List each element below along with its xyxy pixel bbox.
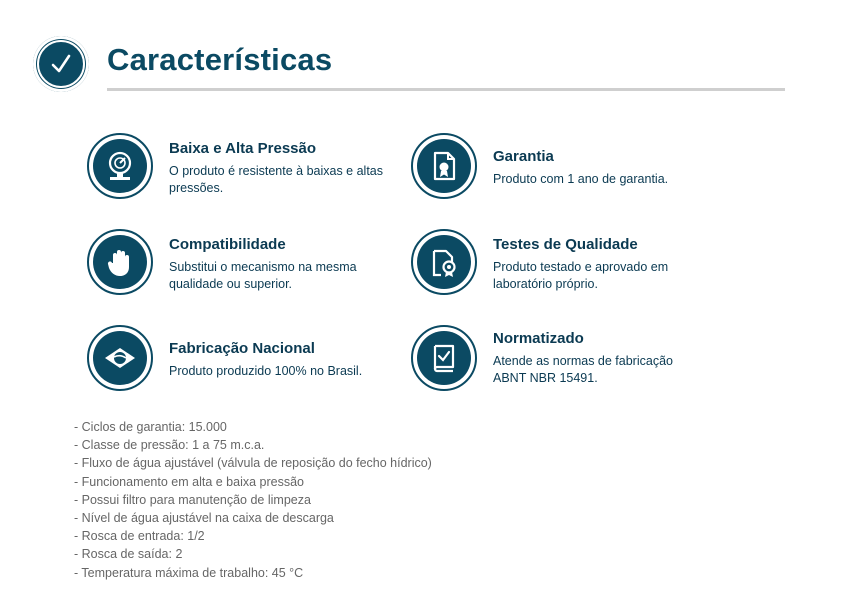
pressure-gauge-icon xyxy=(103,149,137,183)
feature-description: Atende as normas de fabricação ABNT NBR 15491. xyxy=(493,354,673,385)
feature-description: Produto testado e aprovado em laboratório próprio. xyxy=(493,260,669,291)
spec-item: - Ciclos de garantia: 15.000 xyxy=(74,418,432,436)
feature-icon-badge xyxy=(87,325,153,391)
feature-pressure xyxy=(87,133,407,203)
brazil-flag-icon xyxy=(102,341,138,375)
feature-title: Fabricação Nacional xyxy=(169,340,315,357)
header-badge xyxy=(33,36,89,92)
hand-icon xyxy=(103,245,137,279)
feature-quality-tests xyxy=(411,229,731,299)
feature-title: Baixa e Alta Pressão xyxy=(169,140,317,157)
feature-description: Substitui o mecanismo na mesma qualidade ou superior. xyxy=(169,260,357,291)
feature-description: Produto com 1 ano de garantia. xyxy=(493,172,669,186)
feature-title: Testes de Qualidade xyxy=(493,236,638,253)
page-title: Características xyxy=(107,42,333,77)
spec-item: - Rosca de entrada: 1/2 xyxy=(74,527,432,545)
spec-item: - Possui filtro para manutenção de limpeza xyxy=(74,491,432,509)
quality-seal-icon xyxy=(427,245,461,279)
spec-item: - Classe de pressão: 1 a 75 m.c.a. xyxy=(74,436,432,454)
feature-icon-badge xyxy=(411,133,477,199)
standards-book-icon xyxy=(427,341,461,375)
spec-item: - Fluxo de água ajustável (válvula de reposição do fecho hídrico) xyxy=(74,454,432,472)
spec-item: - Funcionamento em alta e baixa pressão xyxy=(74,473,432,491)
feature-description: O produto é resistente à baixas e altas pressões. xyxy=(169,164,384,195)
feature-icon-badge xyxy=(87,133,153,199)
feature-warranty xyxy=(411,133,731,203)
spec-item: - Rosca de saída: 2 xyxy=(74,545,432,563)
feature-icon-badge xyxy=(87,229,153,295)
feature-title: Normatizado xyxy=(493,330,584,347)
feature-national-manufacturing xyxy=(87,325,407,395)
feature-compatibility xyxy=(87,229,407,299)
feature-title: Garantia xyxy=(493,148,554,165)
spec-item: - Nível de água ajustável na caixa de descarga xyxy=(74,509,432,527)
title-divider xyxy=(107,88,785,91)
feature-standardized xyxy=(411,325,731,395)
feature-title: Compatibilidade xyxy=(169,236,286,253)
spec-item: - Temperatura máxima de trabalho: 45 °C xyxy=(74,564,432,582)
feature-icon-badge xyxy=(411,229,477,295)
feature-description: Produto produzido 100% no Brasil. xyxy=(169,364,363,378)
certificate-icon xyxy=(427,149,461,183)
specifications-list xyxy=(74,418,432,582)
feature-icon-badge xyxy=(411,325,477,391)
